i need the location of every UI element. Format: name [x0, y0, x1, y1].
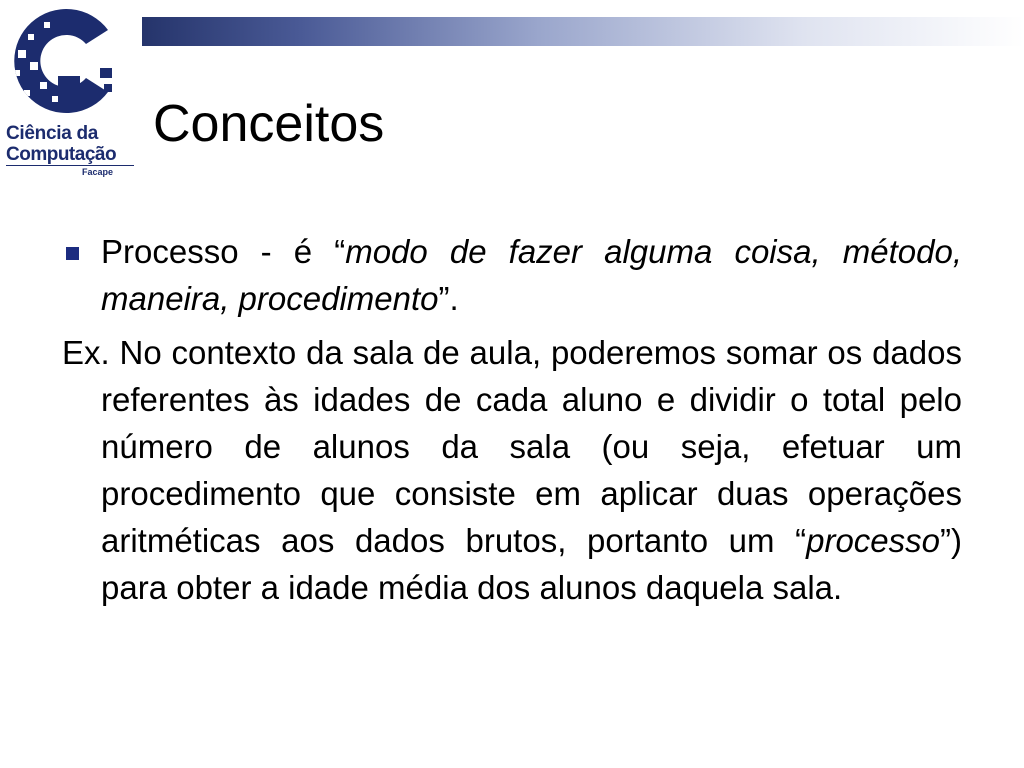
logo-divider [6, 165, 134, 166]
header-gradient-bar [142, 17, 1024, 46]
bullet-text-pre: Processo - é “ [101, 233, 346, 270]
example-paragraph [62, 329, 962, 611]
logo [0, 0, 142, 186]
slide-body [62, 228, 962, 611]
bullet-text-italic: modo de fazer alguma coisa, método, maneira, procedimento [101, 233, 962, 317]
logo-c-mark-icon [0, 0, 142, 124]
example-text-post: ”) para obter a idade média dos alunos daquela sala. [101, 522, 962, 606]
logo-text-line3: Facape [82, 167, 114, 177]
bullet-text-post: ”. [438, 280, 459, 317]
logo-text-line2: Computação [6, 144, 117, 165]
square-bullet-icon [66, 247, 79, 260]
bullet-processo [62, 228, 962, 322]
example-text-pre: Ex. No contexto da sala de aula, poderemos somar os dados referentes às idades de cada aluno e dividir o total pelo número de alunos da sala (ou seja, efetuar um procedimento que consiste em aplicar duas operações aritméticas aos dados brutos, portanto um “ [62, 334, 962, 559]
logo-text-line1: Ciência da [6, 123, 99, 144]
example-text-italic: processo [806, 522, 941, 559]
slide-title: Conceitos [153, 95, 385, 153]
